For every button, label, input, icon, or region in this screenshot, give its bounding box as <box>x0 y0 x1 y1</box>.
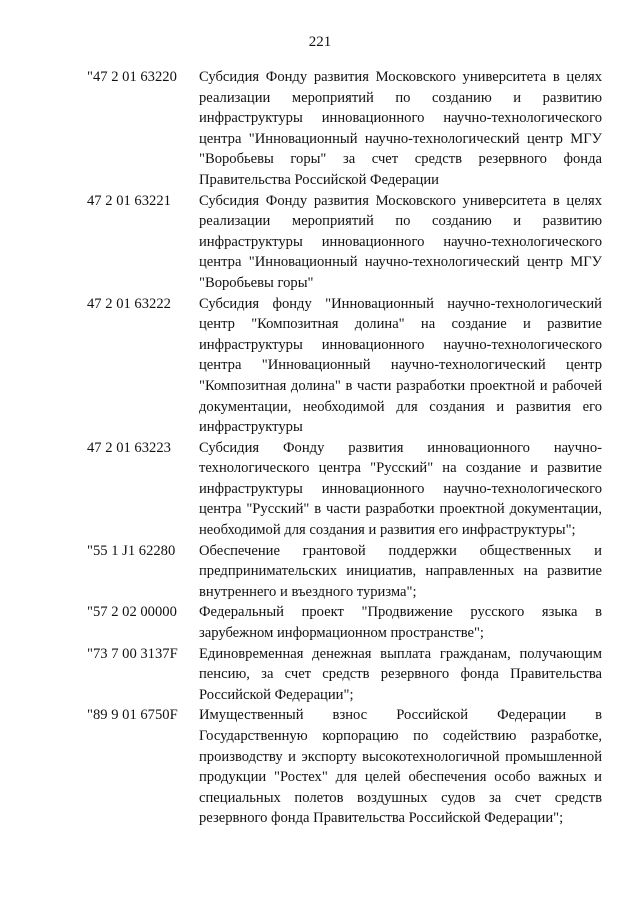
budget-code: "55 1 J1 62280 <box>87 542 176 559</box>
budget-code: 47 2 01 63223 <box>87 439 171 456</box>
list-item <box>87 602 602 643</box>
budget-code: 47 2 01 63221 <box>87 192 171 209</box>
list-item <box>87 67 602 191</box>
budget-code: "47 2 01 63220 <box>87 69 177 85</box>
list-item <box>87 705 602 829</box>
budget-code: "89 9 01 6750F <box>87 707 178 724</box>
entry-description: Имущественный взнос Российской Федерации в Государственную корпорацию по содействию разработке, производству и экспорту высокотехнологичной промышленной продукции "Ростех" для целей обеспечения особо важных и специальных полетов воздушных судов за счет средств резервного фонда Правительства Российской Федерации"; <box>199 707 602 827</box>
list-item <box>87 191 602 294</box>
entry-description: Обеспечение грантовой поддержки общественных и предпринимательских инициатив, направленных на развитие внутреннего и въездного туризма"; <box>199 542 602 600</box>
entry-description: Единовременная денежная выплата гражданам, получающим пенсию, за счет средств резервного фонда Правительства Российской Федерации"; <box>199 645 602 703</box>
entry-description: Субсидия Фонду развития Московского университета в целях реализации мероприятий по созданию и развитию инфраструктуры инновационного научно-технологического центра "Инновационный научно-технологический центр МГУ "Воробьевы горы" за счет средств резервного фонда Правительства Российской Федерации <box>199 69 602 188</box>
list-item <box>87 438 602 541</box>
entries-list <box>87 67 602 829</box>
entry-description: Субсидия Фонду развития Московского университета в целях реализации мероприятий по созданию и развитию инфраструктуры инновационного научно-технологического центра "Инновационный научно-технологический центр МГУ "Воробьевы горы" <box>199 192 602 291</box>
entry-description: Субсидия Фонду развития инновационного научно-технологического центра "Русский" на создание и развитие инфраструктуры инновационного научно-технологического центра "Русский" в части разработки проектной документации, необходимой для создания и развития его инфраструктуры"; <box>199 439 602 539</box>
page-number: 221 <box>308 34 332 50</box>
list-item <box>87 644 602 706</box>
list-item <box>87 541 602 603</box>
entry-description: Субсидия фонду "Инновационный научно-технологический центр "Композитная долина" на создание и развитие инфраструктуры инновационного научно-технологического центра "Инновационный научно-технологический центр "Композитная долина" в части разработки проектной и рабочей документации, необходимой для создания и развития его инфраструктуры <box>199 295 602 436</box>
budget-code: "57 2 02 00000 <box>87 604 177 621</box>
budget-code: 47 2 01 63222 <box>87 295 171 312</box>
budget-code: "73 7 00 3137F <box>87 645 178 662</box>
entry-description: Федеральный проект "Продвижение русского языка в зарубежном информационном пространстве"; <box>199 604 602 642</box>
list-item <box>87 294 602 438</box>
